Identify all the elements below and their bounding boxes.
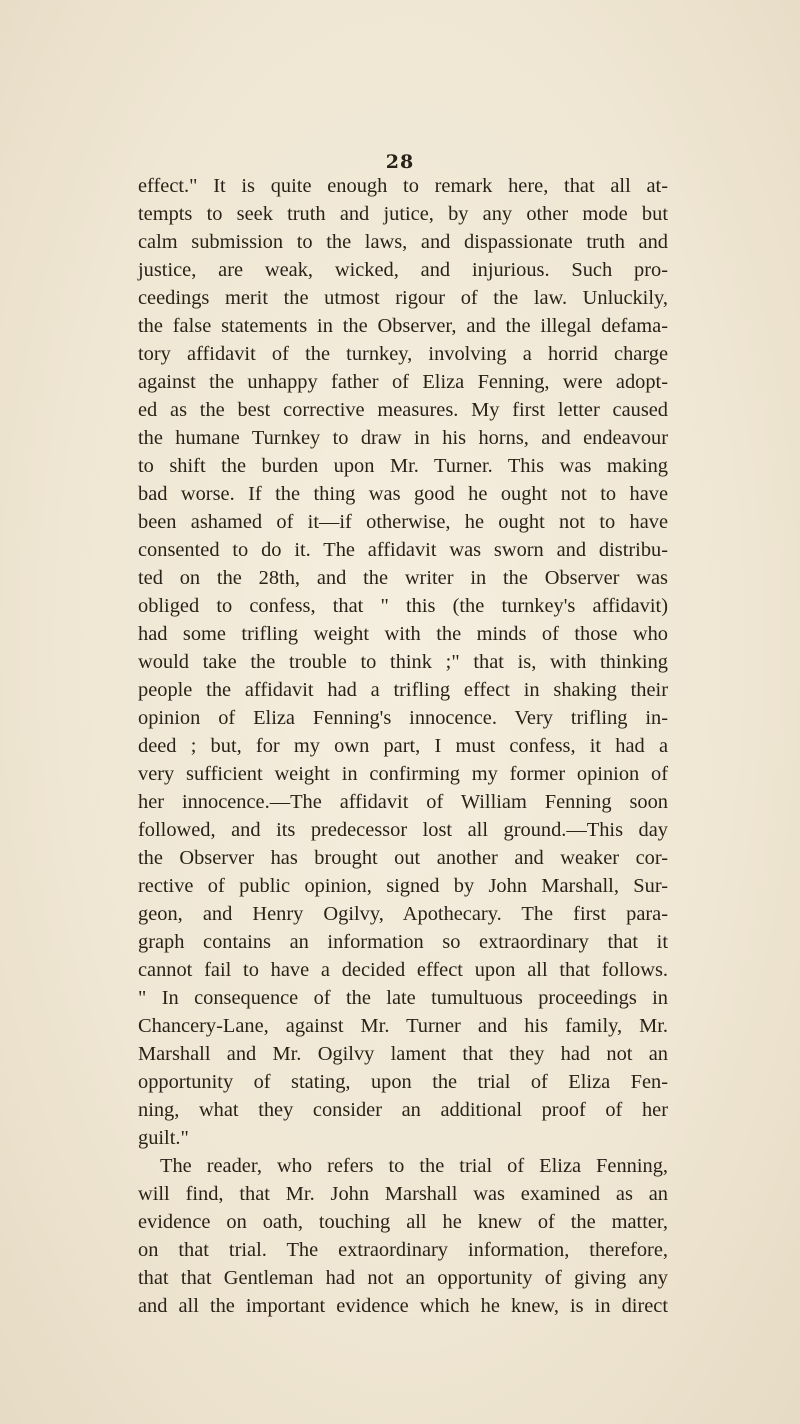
text-line: had some trifling weight with the minds of those who bbox=[138, 623, 668, 645]
text-line: deed ; but, for my own part, I must confess, it had a bbox=[138, 735, 668, 757]
text-line: effect." It is quite enough to remark here, that all at- bbox=[138, 175, 668, 197]
text-line: the false statements in the Observer, and the illegal defama- bbox=[138, 315, 668, 337]
text-line: Marshall and Mr. Ogilvy lament that they had not an bbox=[138, 1043, 668, 1065]
text-line: followed, and its predecessor lost all ground.—This day bbox=[138, 819, 668, 841]
text-line: calm submission to the laws, and dispassionate truth and bbox=[138, 231, 668, 253]
text-line: been ashamed of it—if otherwise, he ought not to have bbox=[138, 511, 668, 533]
body-text bbox=[138, 172, 668, 1320]
text-line: people the affidavit had a trifling effect in shaking their bbox=[138, 679, 668, 701]
text-line: ed as the best corrective measures. My first letter caused bbox=[138, 399, 668, 421]
text-line: ceedings merit the utmost rigour of the law. Unluckily, bbox=[138, 287, 668, 309]
text-line: opinion of Eliza Fenning's innocence. Very trifling in- bbox=[138, 707, 668, 729]
text-line: tory affidavit of the turnkey, involving a horrid charge bbox=[138, 343, 668, 365]
text-line: geon, and Henry Ogilvy, Apothecary. The first para- bbox=[138, 903, 668, 925]
text-line: against the unhappy father of Eliza Fenning, were adopt- bbox=[138, 371, 668, 393]
text-line: and all the important evidence which he knew, is in direct bbox=[138, 1295, 668, 1317]
text-line: that that Gentleman had not an opportunity of giving any bbox=[138, 1267, 668, 1289]
text-line: Chancery-Lane, against Mr. Turner and his family, Mr. bbox=[138, 1015, 668, 1037]
text-line: ted on the 28th, and the writer in the Observer was bbox=[138, 567, 668, 589]
text-line: the Observer has brought out another and weaker cor- bbox=[138, 847, 668, 869]
text-line: will find, that Mr. John Marshall was examined as an bbox=[138, 1183, 668, 1205]
page-number: 28 bbox=[385, 151, 415, 173]
text-line: consented to do it. The affidavit was sworn and distribu- bbox=[138, 539, 668, 561]
text-line: tempts to seek truth and jutice, by any other mode but bbox=[138, 203, 668, 225]
text-line: opportunity of stating, upon the trial of Eliza Fen- bbox=[138, 1071, 668, 1093]
text-line: The reader, who refers to the trial of Eliza Fenning, bbox=[160, 1155, 668, 1177]
text-line: cannot fail to have a decided effect upon all that follows. bbox=[138, 959, 668, 981]
text-line: justice, are weak, wicked, and injurious. Such pro- bbox=[138, 259, 668, 281]
text-line: on that trial. The extraordinary information, therefore, bbox=[138, 1239, 668, 1261]
text-line: very sufficient weight in confirming my former opinion of bbox=[138, 763, 668, 785]
text-line: guilt." bbox=[138, 1127, 189, 1149]
text-line: obliged to confess, that " this (the turnkey's affidavit) bbox=[138, 595, 668, 617]
text-line: " In consequence of the late tumultuous proceedings in bbox=[138, 987, 668, 1009]
text-line: graph contains an information so extraordinary that it bbox=[138, 931, 668, 953]
text-line: rective of public opinion, signed by John Marshall, Sur- bbox=[138, 875, 668, 897]
text-line: would take the trouble to think ;" that is, with thinking bbox=[138, 651, 668, 673]
text-line: her innocence.—The affidavit of William Fenning soon bbox=[138, 791, 668, 813]
text-line: ning, what they consider an additional proof of her bbox=[138, 1099, 668, 1121]
text-line: the humane Turnkey to draw in his horns, and endeavour bbox=[138, 427, 668, 449]
text-line: bad worse. If the thing was good he ought not to have bbox=[138, 483, 668, 505]
text-line: to shift the burden upon Mr. Turner. This was making bbox=[138, 455, 668, 477]
text-line: evidence on oath, touching all he knew of the matter, bbox=[138, 1211, 668, 1233]
